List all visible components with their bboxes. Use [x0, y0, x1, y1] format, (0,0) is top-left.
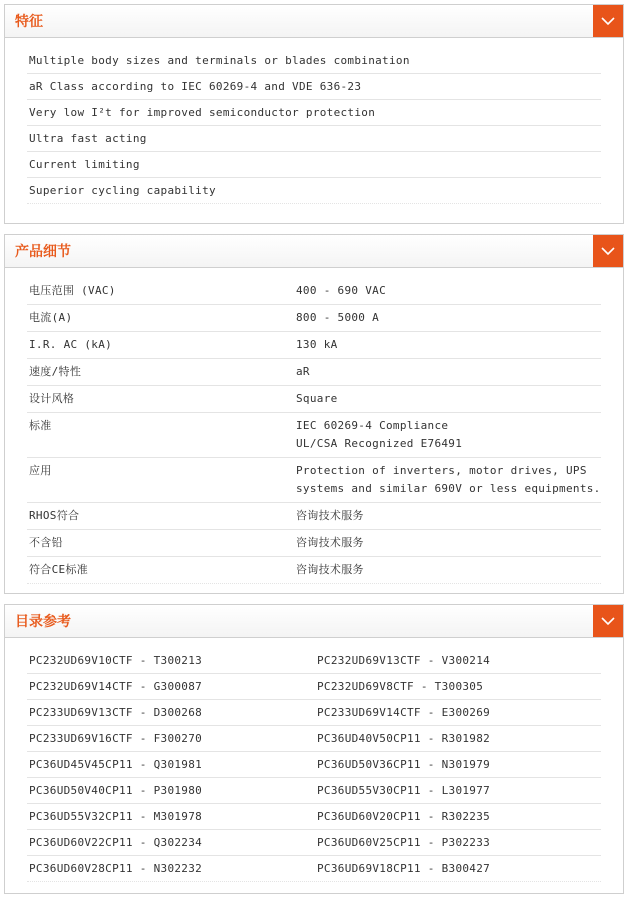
- details-header[interactable]: [5, 235, 623, 268]
- detail-row: [27, 503, 601, 530]
- catalog-item-link[interactable]: PC232UD69V10CTF - T300213: [29, 654, 203, 667]
- details-panel: [4, 234, 624, 594]
- detail-value: Protection of inverters, motor drives, UPS systems and similar 690V or less equipments.: [296, 464, 601, 495]
- feature-item: aR Class according to IEC 60269-4 and VDE 636-23: [27, 74, 601, 100]
- detail-row: [27, 413, 601, 458]
- detail-label: I.R. AC (kA): [29, 338, 113, 351]
- catalog-item-link[interactable]: PC232UD69V13CTF - V300214: [317, 654, 491, 667]
- detail-value: aR: [296, 365, 310, 378]
- features-panel: [4, 4, 624, 224]
- catalog-item-link[interactable]: PC232UD69V8CTF - T300305: [317, 680, 484, 693]
- catalog-row: [27, 752, 601, 778]
- chevron-down-icon: [601, 247, 615, 256]
- features-header[interactable]: [5, 5, 623, 38]
- detail-row: [27, 386, 601, 413]
- detail-label: 应用: [29, 464, 52, 477]
- catalog-item-link[interactable]: PC36UD55V30CP11 - L301977: [317, 784, 491, 797]
- detail-row: [27, 305, 601, 332]
- catalog-item-link[interactable]: PC36UD50V40CP11 - P301980: [29, 784, 203, 797]
- detail-value: 咨询技术服务: [296, 536, 364, 549]
- detail-label: 电流(A): [29, 311, 73, 324]
- catalog-row: [27, 700, 601, 726]
- details-toggle-button[interactable]: [593, 235, 623, 267]
- feature-item: Very low I²t for improved semiconductor protection: [27, 100, 601, 126]
- detail-label: 符合CE标准: [29, 563, 89, 576]
- catalog-row: [27, 856, 601, 882]
- catalog-item-link[interactable]: PC233UD69V14CTF - E300269: [317, 706, 491, 719]
- detail-value: 130 kA: [296, 338, 338, 351]
- catalog-item-link[interactable]: PC36UD50V36CP11 - N301979: [317, 758, 491, 771]
- detail-label: 电压范围 (VAC): [29, 284, 116, 297]
- catalog-row: [27, 726, 601, 752]
- catalog-item-link[interactable]: PC36UD60V22CP11 - Q302234: [29, 836, 203, 849]
- catalog-item-link[interactable]: PC36UD60V25CP11 - P302233: [317, 836, 491, 849]
- catalog-row: [27, 648, 601, 674]
- chevron-down-icon: [601, 617, 615, 626]
- catalog-header[interactable]: [5, 605, 623, 638]
- detail-row: [27, 557, 601, 584]
- catalog-row: [27, 830, 601, 856]
- catalog-item-link[interactable]: PC36UD60V20CP11 - R302235: [317, 810, 491, 823]
- detail-label: 速度/特性: [29, 365, 82, 378]
- catalog-item-link[interactable]: PC233UD69V16CTF - F300270: [29, 732, 203, 745]
- feature-item: Multiple body sizes and terminals or blades combination: [27, 48, 601, 74]
- detail-value: 咨询技术服务: [296, 563, 364, 576]
- catalog-row: [27, 674, 601, 700]
- catalog-toggle-button[interactable]: [593, 605, 623, 637]
- detail-row: [27, 530, 601, 557]
- catalog-item-link[interactable]: PC36UD60V28CP11 - N302232: [29, 862, 203, 875]
- detail-value: 800 - 5000 A: [296, 311, 380, 324]
- detail-row: [27, 359, 601, 386]
- detail-value: IEC 60269-4 Compliance UL/CSA Recognized E76491: [296, 419, 463, 450]
- feature-item: Superior cycling capability: [27, 178, 601, 204]
- catalog-item-link[interactable]: PC233UD69V13CTF - D300268: [29, 706, 203, 719]
- catalog-row: [27, 804, 601, 830]
- features-list: [5, 38, 623, 204]
- catalog-row: [27, 778, 601, 804]
- feature-item: Ultra fast acting: [27, 126, 601, 152]
- catalog-item-link[interactable]: PC36UD69V18CP11 - B300427: [317, 862, 491, 875]
- catalog-panel: [4, 604, 624, 894]
- chevron-down-icon: [601, 17, 615, 26]
- detail-row: [27, 278, 601, 305]
- catalog-item-link[interactable]: PC36UD55V32CP11 - M301978: [29, 810, 203, 823]
- detail-label: 设计风格: [29, 392, 75, 405]
- details-table: [5, 268, 623, 584]
- detail-value: 咨询技术服务: [296, 509, 364, 522]
- catalog-item-link[interactable]: PC232UD69V14CTF - G300087: [29, 680, 203, 693]
- detail-label: 不含铅: [29, 536, 63, 549]
- catalog-item-link[interactable]: PC36UD45V45CP11 - Q301981: [29, 758, 203, 771]
- catalog-item-link[interactable]: PC36UD40V50CP11 - R301982: [317, 732, 491, 745]
- detail-row: [27, 332, 601, 359]
- detail-row: [27, 458, 601, 503]
- detail-label: RHOS符合: [29, 509, 80, 522]
- catalog-title: 目录参考: [15, 614, 71, 630]
- detail-label: 标准: [29, 419, 52, 432]
- catalog-list: [5, 638, 623, 882]
- detail-value: Square: [296, 392, 338, 405]
- details-title: 产品细节: [15, 244, 71, 260]
- features-toggle-button[interactable]: [593, 5, 623, 37]
- features-title: 特征: [15, 14, 43, 30]
- detail-value: 400 - 690 VAC: [296, 284, 386, 297]
- feature-item: Current limiting: [27, 152, 601, 178]
